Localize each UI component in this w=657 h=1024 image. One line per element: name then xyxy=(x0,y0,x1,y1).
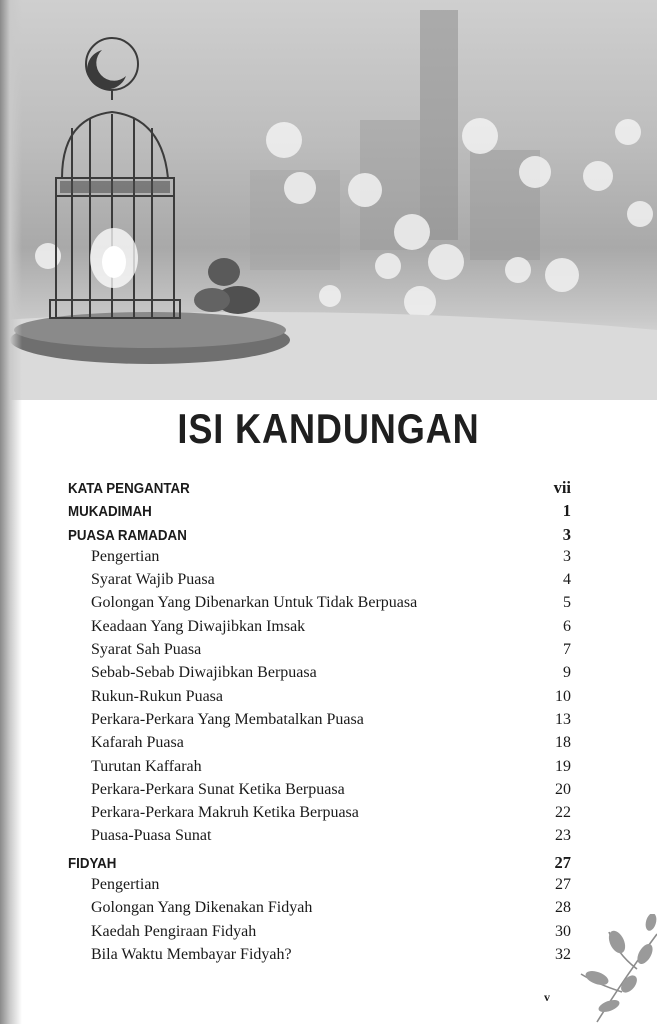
toc-entry-page: 1 xyxy=(562,501,571,521)
toc-entry-page: 30 xyxy=(555,922,571,940)
page-number: v xyxy=(544,990,550,1004)
toc-entry-page: 32 xyxy=(555,945,571,963)
toc-entry-label: Kaedah Pengiraan Fidyah xyxy=(91,922,257,940)
toc-entry-page: 9 xyxy=(563,664,571,682)
toc-entry-page: 28 xyxy=(555,899,571,917)
toc-entry-row xyxy=(68,758,571,781)
toc-entry-label: Golongan Yang Dibenarkan Untuk Tidak Berpuasa xyxy=(91,594,418,612)
toc-entry-page: 5 xyxy=(563,594,571,612)
toc-entry-label: Bila Waktu Membayar Fidyah? xyxy=(91,945,292,963)
toc-entry-label: Kafarah Puasa xyxy=(91,734,184,752)
toc-entry-row xyxy=(68,923,571,946)
toc-entry-label: Golongan Yang Dikenakan Fidyah xyxy=(91,899,313,917)
toc-entry-label: Perkara-Perkara Yang Membatalkan Puasa xyxy=(91,710,364,728)
toc-entry-row xyxy=(68,641,571,664)
toc-section-row xyxy=(68,478,571,501)
toc-entry-page: 7 xyxy=(563,641,571,659)
toc-entry-label: Perkara-Perkara Sunat Ketika Berpuasa xyxy=(91,780,345,798)
toc-entry-label: Puasa-Puasa Sunat xyxy=(91,827,212,845)
toc-entry-label: Turutan Kaffarah xyxy=(91,757,202,775)
toc-entry-page: 18 xyxy=(555,734,571,752)
toc-entry-label: Keadaan Yang Diwajibkan Imsak xyxy=(91,617,306,635)
toc-entry-row xyxy=(68,827,571,850)
toc-entry-row xyxy=(68,664,571,687)
toc-entry-row xyxy=(68,548,571,571)
toc-entry-label: Sebab-Sebab Diwajibkan Berpuasa xyxy=(91,664,317,682)
toc-entry-label: MUKADIMAH xyxy=(68,504,152,521)
toc-entry-row xyxy=(68,618,571,641)
leaf-branch-icon xyxy=(567,914,657,1024)
toc-entry-label: Perkara-Perkara Makruh Ketika Berpuasa xyxy=(91,804,359,822)
header-photo xyxy=(0,0,657,400)
toc-entry-label: PUASA RAMADAN xyxy=(68,527,187,544)
toc-entry-label: Syarat Sah Puasa xyxy=(91,641,202,659)
toc-entry-page: 19 xyxy=(555,757,571,775)
toc-section-row xyxy=(68,853,571,876)
toc-entry-page: 4 xyxy=(563,571,571,589)
page-gutter-shadow xyxy=(0,0,22,1024)
toc-entry-row xyxy=(68,781,571,804)
toc-entry-label: KATA PENGANTAR xyxy=(68,481,190,497)
toc-entry-page: 27 xyxy=(554,852,571,872)
toc-entry-row xyxy=(68,804,571,827)
toc-entry-page: vii xyxy=(553,478,571,497)
toc-entry-row xyxy=(68,899,571,922)
toc-entry-page: 27 xyxy=(555,876,571,894)
toc-entry-page: 13 xyxy=(555,710,571,728)
toc-entry-label: Pengertian xyxy=(91,547,160,565)
toc-entry-row xyxy=(68,734,571,757)
toc-entry-page: 20 xyxy=(555,780,571,798)
toc-entry-page: 22 xyxy=(555,804,571,822)
lantern-crescent-dates-bokeh-icon xyxy=(0,0,657,400)
page-title: ISI KANDUNGAN xyxy=(177,405,480,452)
toc-entry-row xyxy=(68,688,571,711)
toc-entry-row xyxy=(68,594,571,617)
toc-entry-row xyxy=(68,571,571,594)
toc-section-row xyxy=(68,501,571,524)
toc-entry-label: Rukun-Rukun Puasa xyxy=(91,687,223,705)
toc-entry-page: 3 xyxy=(563,547,571,565)
table-of-contents xyxy=(68,478,571,969)
toc-entry-page: 6 xyxy=(563,617,571,635)
toc-entry-page: 23 xyxy=(555,827,571,845)
toc-entry-row xyxy=(68,946,571,969)
toc-entry-row xyxy=(68,876,571,899)
toc-section-row xyxy=(68,525,571,548)
toc-entry-row xyxy=(68,711,571,734)
toc-entry-label: FIDYAH xyxy=(68,855,117,872)
toc-entry-page: 3 xyxy=(562,524,571,544)
toc-entry-label: Syarat Wajib Puasa xyxy=(91,571,215,589)
toc-entry-label: Pengertian xyxy=(91,876,160,894)
toc-entry-page: 10 xyxy=(555,687,571,705)
